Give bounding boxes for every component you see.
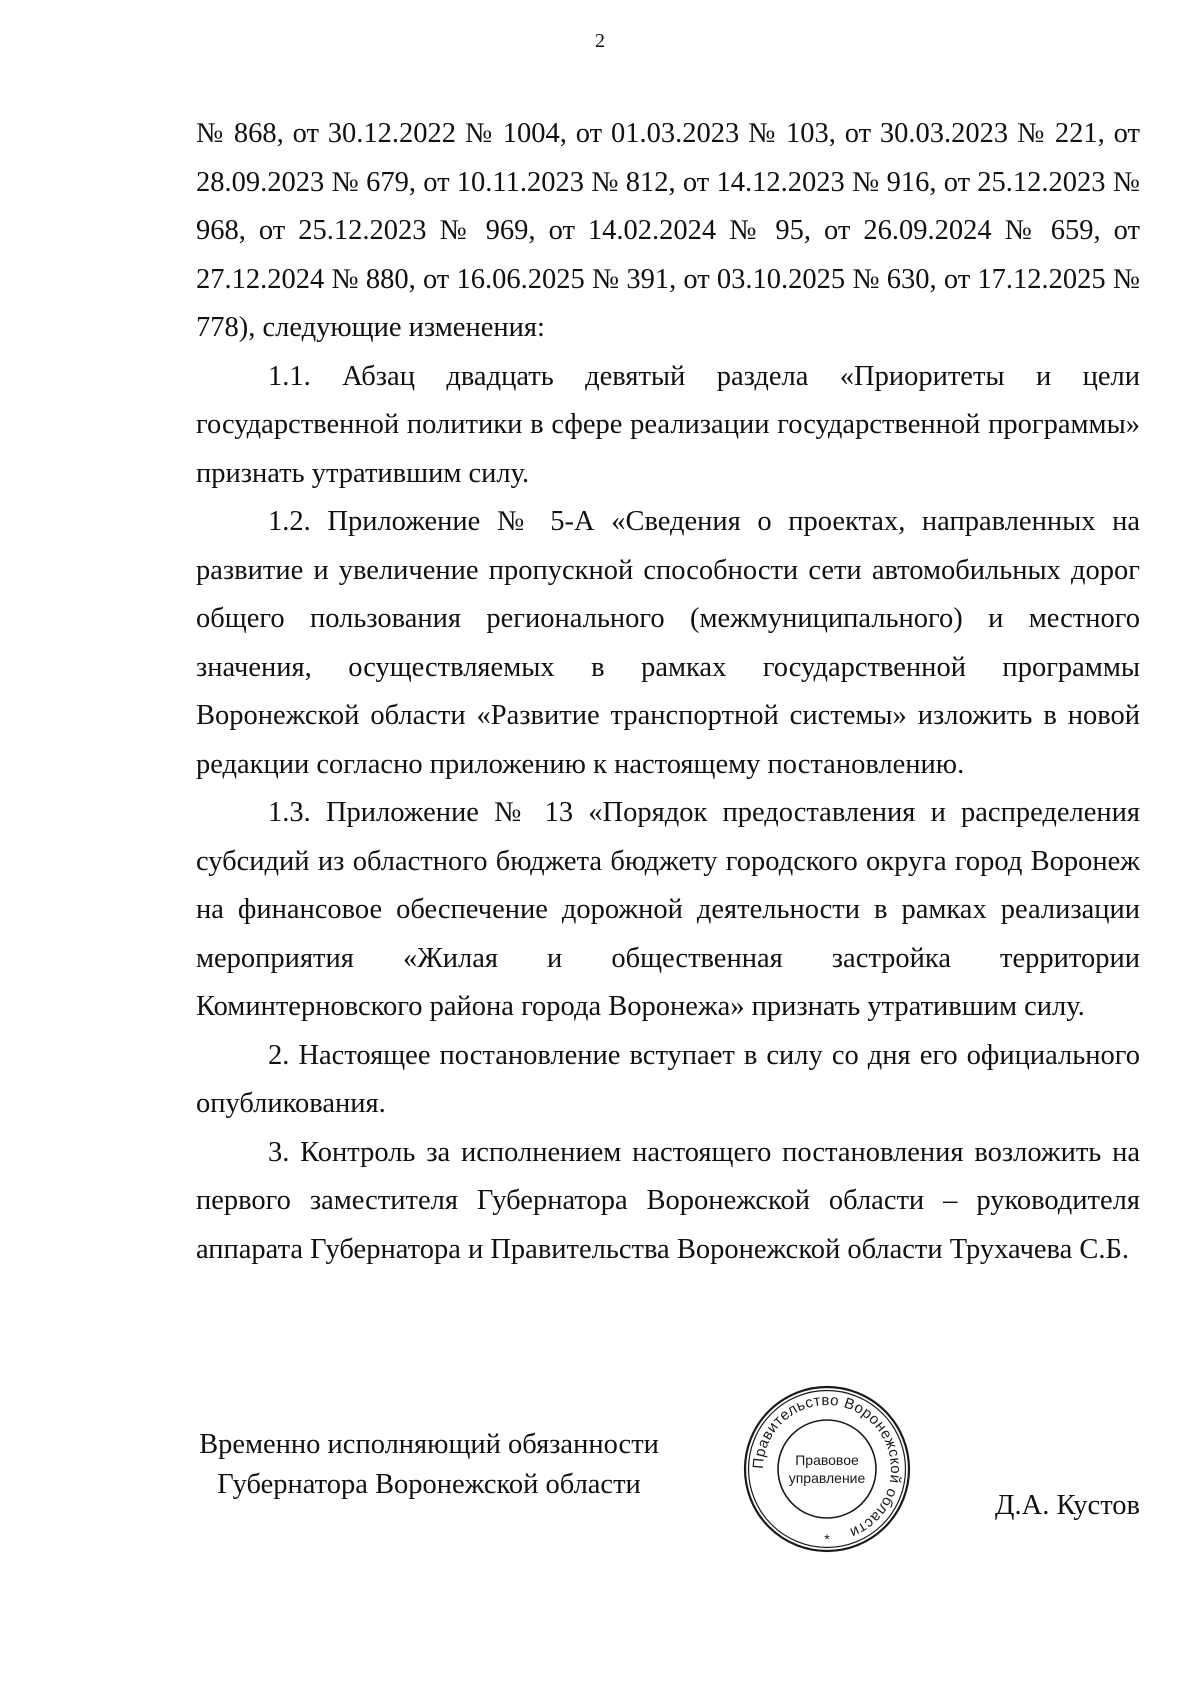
- signatory-position-line2: Губернатора Воронежской области: [217, 1469, 641, 1500]
- page-number: 2: [595, 30, 605, 52]
- paragraph-item-1-3: 1.3. Приложение № 13 «Порядок предоставления и распределения субсидий из областного бюджета бюджету городского округа город Воронеж на финансовое обеспечение дорожной деятельности в рамках реализации мероприятия «Жилая и общественная застройка территории Коминтерновского района города Воронежа» признать утратившим силу.: [196, 797, 1140, 1022]
- signatory-position: [194, 1425, 664, 1505]
- stamp-outer-text: Правительство Воронежской области: [749, 1391, 905, 1542]
- paragraph-continuation: № 868, от 30.12.2022 № 1004, от 01.03.2023 № 103, от 30.03.2023 № 221, от 28.09.2023 № 679, от 10.11.2023 № 812, от 14.12.2023 № 916, от 25.12.2023 № 968, от 25.12.2023 № 969, от 14.02.2024 № 95, от 26.09.2024 № 659, от 27.12.2024 № 880, от 16.06.2025 № 391, от 03.10.2025 № 630, от 17.12.2025 № 778), следующие изменения:: [196, 118, 1140, 343]
- paragraph-item-1-1: 1.1. Абзац двадцать девятый раздела «Приоритеты и цели государственной политики в сфере реализации государственной программы» признать утратившим силу.: [196, 360, 1140, 489]
- document-body: [196, 110, 1140, 1274]
- stamp-star: *: [824, 1531, 830, 1547]
- signatory-name: Д.А. Кустов: [995, 1490, 1140, 1521]
- signatory-position-line1: Временно исполняющий обязанности: [199, 1429, 659, 1460]
- paragraph-item-1-2: 1.2. Приложение № 5-А «Сведения о проектах, направленных на развитие и увеличение пропускной способности сети автомобильных дорог общего пользования регионального (межмуниципального) и местного значения, осуществляемых в рамках государственной программы Воронежской области «Развитие транспортной системы» изложить в новой редакции согласно приложению к настоящему постановлению.: [196, 506, 1140, 780]
- stamp-inner-line1: Правовое: [795, 1452, 859, 1468]
- official-stamp: [742, 1384, 912, 1554]
- paragraph-item-3: 3. Контроль за исполнением настоящего постановления возложить на первого заместителя Губернатора Воронежской области – руководителя аппарата Губернатора и Правительства Воронежской области Трухачева С.Б.: [196, 1136, 1140, 1265]
- paragraph-item-2: 2. Настоящее постановление вступает в силу со дня его официального опубликования.: [196, 1039, 1140, 1119]
- stamp-inner-line2: управление: [788, 1470, 866, 1486]
